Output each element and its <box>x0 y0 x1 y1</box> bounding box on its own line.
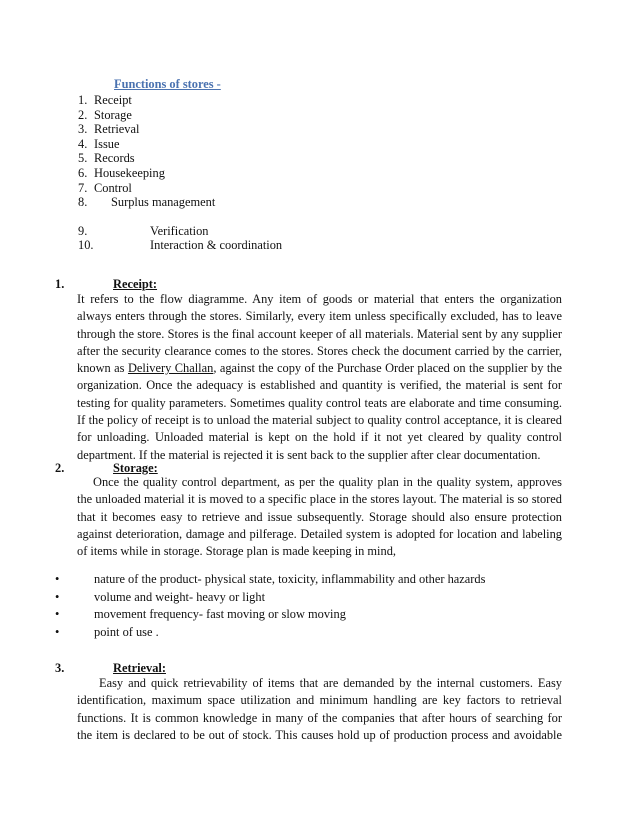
list-number: 7. <box>78 180 88 195</box>
list-item <box>78 137 282 152</box>
paragraph-line: department. If the material is rejected it is sent back to the supplier after clear documentation. <box>77 447 541 462</box>
list-number: 9. <box>78 223 88 238</box>
section-title: Storage: <box>113 461 158 475</box>
bullet-text: nature of the product- physical state, toxicity, inflammability and other hazards <box>94 572 486 586</box>
functions-heading: Functions of stores - <box>114 77 221 91</box>
list-number: 4. <box>78 136 88 151</box>
list-item <box>78 151 282 166</box>
list-item <box>55 624 485 642</box>
list-label: Retrieval <box>94 122 140 137</box>
text-fragment: known as <box>77 361 128 376</box>
list-item <box>78 224 282 239</box>
list-number: 8. <box>78 195 88 210</box>
list-item <box>78 195 282 210</box>
section-body-storage <box>77 474 562 560</box>
section-number: 2. <box>55 461 65 475</box>
list-item <box>78 93 282 108</box>
paragraph-line: If the policy of receipt is to unload the material subject to quality control acceptance, it is cleared <box>77 413 562 428</box>
section-number: 1. <box>55 277 65 291</box>
list-label: Housekeeping <box>94 165 165 180</box>
paragraph-line: of items while in storage. Storage plan is made keeping in mind, <box>77 544 396 559</box>
list-item <box>55 606 485 624</box>
list-label: Interaction & coordination <box>150 238 283 253</box>
list-item <box>78 122 282 137</box>
list-item <box>55 571 485 589</box>
list-number: 2. <box>78 107 88 122</box>
paragraph-line: the unloaded material it is moved to a specific place in the stores layout. The material is so stored <box>77 492 562 507</box>
bullet-icon: • <box>55 589 60 604</box>
list-item <box>78 108 282 123</box>
section-body-retrieval <box>77 675 562 744</box>
paragraph-line: through the store. Stores is the final account keeper of all materials. Material sent by any supplier <box>77 326 562 341</box>
list-number: 3. <box>78 122 88 137</box>
list-label: Issue <box>94 136 120 151</box>
list-label: Records <box>94 151 135 166</box>
list-label: Surplus management <box>111 195 216 210</box>
paragraph-line: Easy and quick retrievability of items that are demanded by the internal customers. Easy <box>99 676 562 690</box>
bullet-text: movement frequency- fast moving or slow moving <box>94 607 346 621</box>
paragraph-line: organization. Once the adequacy is established and quantity is verified, the material is sent for <box>77 378 562 393</box>
section-heading-receipt <box>55 276 157 292</box>
list-number: 1. <box>78 93 88 107</box>
paragraph-line: after the security clearance comes to the stores. Stores check the document carried by the carrier, <box>77 343 562 358</box>
list-item <box>78 166 282 181</box>
list-item <box>78 181 282 196</box>
list-number: 5. <box>78 151 88 166</box>
list-item <box>78 238 282 253</box>
paragraph-line: that it becomes easy to retrieve and issue subsequently. Storage should also ensure protection <box>77 509 562 524</box>
paragraph-line: Once the quality control department, as per the quality plan in the quality system, approves <box>93 475 562 489</box>
paragraph-line: functions. It is common knowledge in many of the companies that after hours of searching for <box>77 710 562 725</box>
paragraph-line <box>77 360 562 377</box>
section-title: Retrieval: <box>113 661 166 675</box>
section-body-receipt <box>77 291 562 464</box>
bullet-icon: • <box>55 624 60 639</box>
bullet-text: point of use . <box>94 624 159 639</box>
list-label: Verification <box>150 223 209 238</box>
text-fragment: , against the copy of the Purchase Order placed on the supplier by the <box>213 361 562 376</box>
paragraph-line: It refers to the flow diagramme. Any item of goods or material that enters the organization <box>77 292 562 306</box>
functions-list <box>78 93 282 253</box>
list-label: Receipt <box>94 93 132 107</box>
storage-bullet-list <box>55 571 485 641</box>
bullet-icon: • <box>55 572 60 586</box>
list-number: 10. <box>78 238 94 253</box>
paragraph-line: for unloading. Unloaded material is kept on the hold if it not yet cleared by quality control <box>77 430 562 445</box>
bullet-text: volume and weight- heavy or light <box>94 589 266 604</box>
list-label: Control <box>94 180 132 195</box>
bullet-icon: • <box>55 607 60 621</box>
paragraph-line: against deterioration, damage and pilferage. Detailed system is adopted for location and labeling <box>77 526 562 541</box>
delivery-challan-link[interactable]: Delivery Challan <box>127 361 214 376</box>
section-title: Receipt: <box>113 277 158 291</box>
section-number: 3. <box>55 661 65 675</box>
paragraph-line: identification, maximum space utilization and minimum handling are key factors to retrieval <box>77 693 562 708</box>
paragraph-line: the item is declared to be out of stock. This causes hold up of production process and avoidable <box>77 727 562 742</box>
list-item <box>55 589 485 607</box>
paragraph-line: always enters through the stores. Similarly, every item unless specifically excluded, has to leave <box>77 309 562 324</box>
list-label: Storage <box>94 107 132 122</box>
list-number: 6. <box>78 165 88 180</box>
section-heading-retrieval <box>55 660 166 676</box>
paragraph-line: testing for quality parameters. Sometimes quality control teats are elaborate and time consuming. <box>77 395 562 410</box>
